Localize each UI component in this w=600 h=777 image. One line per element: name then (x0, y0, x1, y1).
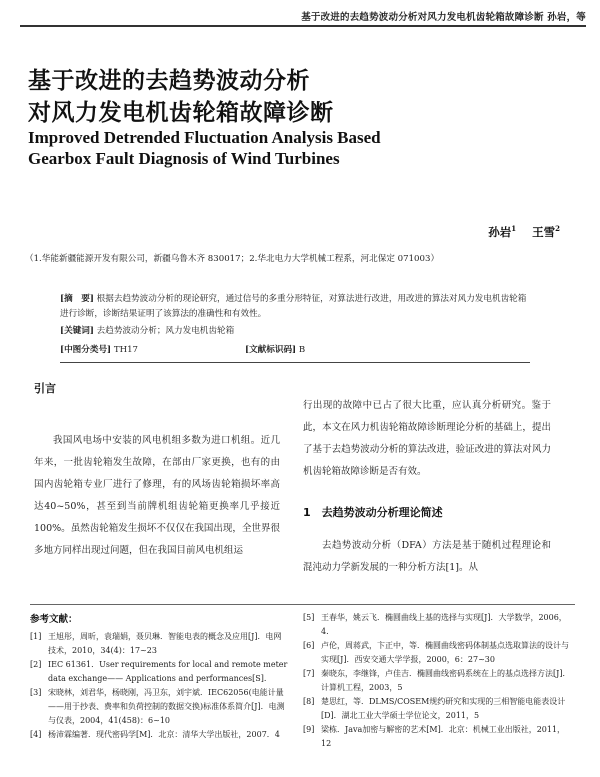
author-1: 孙岩 (488, 225, 512, 239)
clc-number (60, 343, 138, 355)
reference-item (303, 695, 571, 723)
affiliation: （1.华能新疆能源开发有限公司，新疆乌鲁木齐 830017；2.华北电力大学机械工程系，河北保定 071003） (25, 254, 440, 264)
reference-item (303, 667, 571, 695)
reference-text: 杨沛霖编著．现代密码学[M]．北京：清华大学出版社，2007．4 (48, 730, 280, 739)
reference-text: 梁栋．Java加密与解密的艺术[M]．北京：机械工业出版社，2011，12 (321, 725, 566, 748)
reference-number: [5] (303, 613, 315, 622)
reference-text: 王春华，姚云飞．椭圆曲线上基的选择与实现[J]．大学数学，2006，4. (321, 613, 567, 636)
reference-text: 宋晓林，刘君华，杨晓刚，冯卫东，刘宇斌．IEC62056(电能计量——用于抄表、费率和负荷控制的数据交换)标准体系简介[J]．电测与仪表，2004，41(458)：6~10 (48, 688, 285, 725)
reference-text: 秦晓东，李继锋，卢佳吉．椭圆曲线密码系统在上的基点选择方法[J]．计算机工程，2003，5 (321, 669, 571, 692)
cn-title-line1: 基于改进的去趋势波动分析 (28, 68, 310, 94)
reference-item (303, 723, 571, 751)
abstract (60, 292, 530, 321)
intro-body (34, 430, 280, 562)
reference-item (30, 686, 288, 728)
author-1-sup: 1 (511, 224, 517, 234)
reference-text: 卢伦，周蒋武，卞正中，等．椭圆曲线密码体制基点选取算法的设计与实现[J]．西安交通大学学报，2000，6：27~30 (321, 641, 569, 664)
reference-number: [4] (30, 730, 42, 739)
right-col-bottom (303, 535, 551, 579)
references-left (30, 630, 288, 742)
abstract-text: 根据去趋势波动分析的现论研究，通过信号的多重分形特征，对算法进行改进，用改进的算法对风力发电机齿轮箱进行诊断，诊断结果证明了该算法的准确性和有效性。 (60, 294, 527, 319)
header-rule (20, 25, 586, 27)
reference-item (30, 630, 288, 658)
reference-number: [3] (30, 688, 42, 697)
reference-text: 楚思红，等．DLMS/COSEM规约研究和实现的三相智能电能表设计[D]．湖北工业大学硕士学位论文，2011，5 (321, 697, 566, 720)
running-title: 基于改进的去趋势波动分析对风力发电机齿轮箱故障诊断 孙岩，等 (301, 12, 586, 23)
reference-item (30, 728, 288, 742)
keywords (60, 324, 234, 336)
right-paragraph-2: 去趋势波动分析（DFA）方法是基于随机过程理论和混沌动力学新发展的一种分析方法[1]。从 (303, 540, 551, 573)
reference-number: [8] (303, 697, 315, 706)
en-title-line1: Improved Detrended Fluctuation Analysis Based (28, 128, 381, 147)
reference-number: [1] (30, 632, 42, 641)
intro-paragraph: 我国风电场中安装的风电机组多数为进口机组。近几年来，一批齿轮箱发生故障，在部由厂家更换，也有的由国内齿轮箱专业厂进行了修理，有的风场齿轮箱损坏率高达40~50%，甚至到当前牌机组齿轮箱更换率几乎接近100%。虽然齿轮箱发生损坏不仅仅在我国出现，全世界很多地方同样出现过问题，但在我国目前风电机组运 (34, 435, 280, 556)
document-code (245, 343, 305, 355)
abstract-label: [摘 要] (60, 294, 94, 304)
cn-title-line2: 对风力发电机齿轮箱故障诊断 (28, 100, 334, 126)
reference-item (303, 611, 571, 639)
references-right (303, 611, 571, 751)
author-2: 王雪 (532, 225, 556, 239)
doc-code-value: B (298, 345, 306, 355)
references-heading: 参考文献： (30, 614, 78, 625)
reference-item (30, 658, 288, 686)
reference-text: 王旭彤，周昕，袁瑞娟，聂贝琳．智能电表的概念及应用[J]．电网技术，2010，34(4)：17~23 (48, 632, 282, 655)
doc-code-label: [文献标识码] (245, 345, 297, 355)
en-title-line2: Gearbox Fault Diagnosis of Wind Turbines (28, 149, 340, 168)
clc-value: TH17 (113, 345, 139, 355)
keywords-label: [关键词] (60, 326, 94, 336)
author-2-sup: 2 (555, 224, 560, 234)
reference-number: [9] (303, 725, 315, 734)
right-col-top (303, 395, 551, 483)
reference-number: [2] (30, 660, 42, 669)
right-paragraph-1: 行出现的故障中已占了很大比重，应认真分析研究。鉴于此，本文在风力机齿轮箱故障诊断理论分析的基础上，提出了基于去趋势波动分析的算法改进，验证改进的算法对风力机齿轮箱故障诊断是否有效。 (303, 400, 551, 477)
reference-item (303, 639, 571, 667)
abstract-rule (60, 362, 530, 363)
reference-number: [7] (303, 669, 315, 678)
clc-label: [中图分类号] (60, 345, 112, 355)
reference-number: [6] (303, 641, 315, 650)
intro-heading: 引言 (34, 382, 56, 395)
authors (488, 224, 560, 240)
section-1-heading: 1 去趋势波动分析理论简述 (303, 506, 443, 519)
keywords-text: 去趋势波动分析；风力发电机齿轮箱 (96, 326, 235, 336)
running-header (0, 0, 600, 28)
reference-text: IEC 61361．User requirements for local and remote meter data exchange—— Applications and performances[S]. (48, 660, 288, 683)
references-rule (30, 604, 575, 605)
